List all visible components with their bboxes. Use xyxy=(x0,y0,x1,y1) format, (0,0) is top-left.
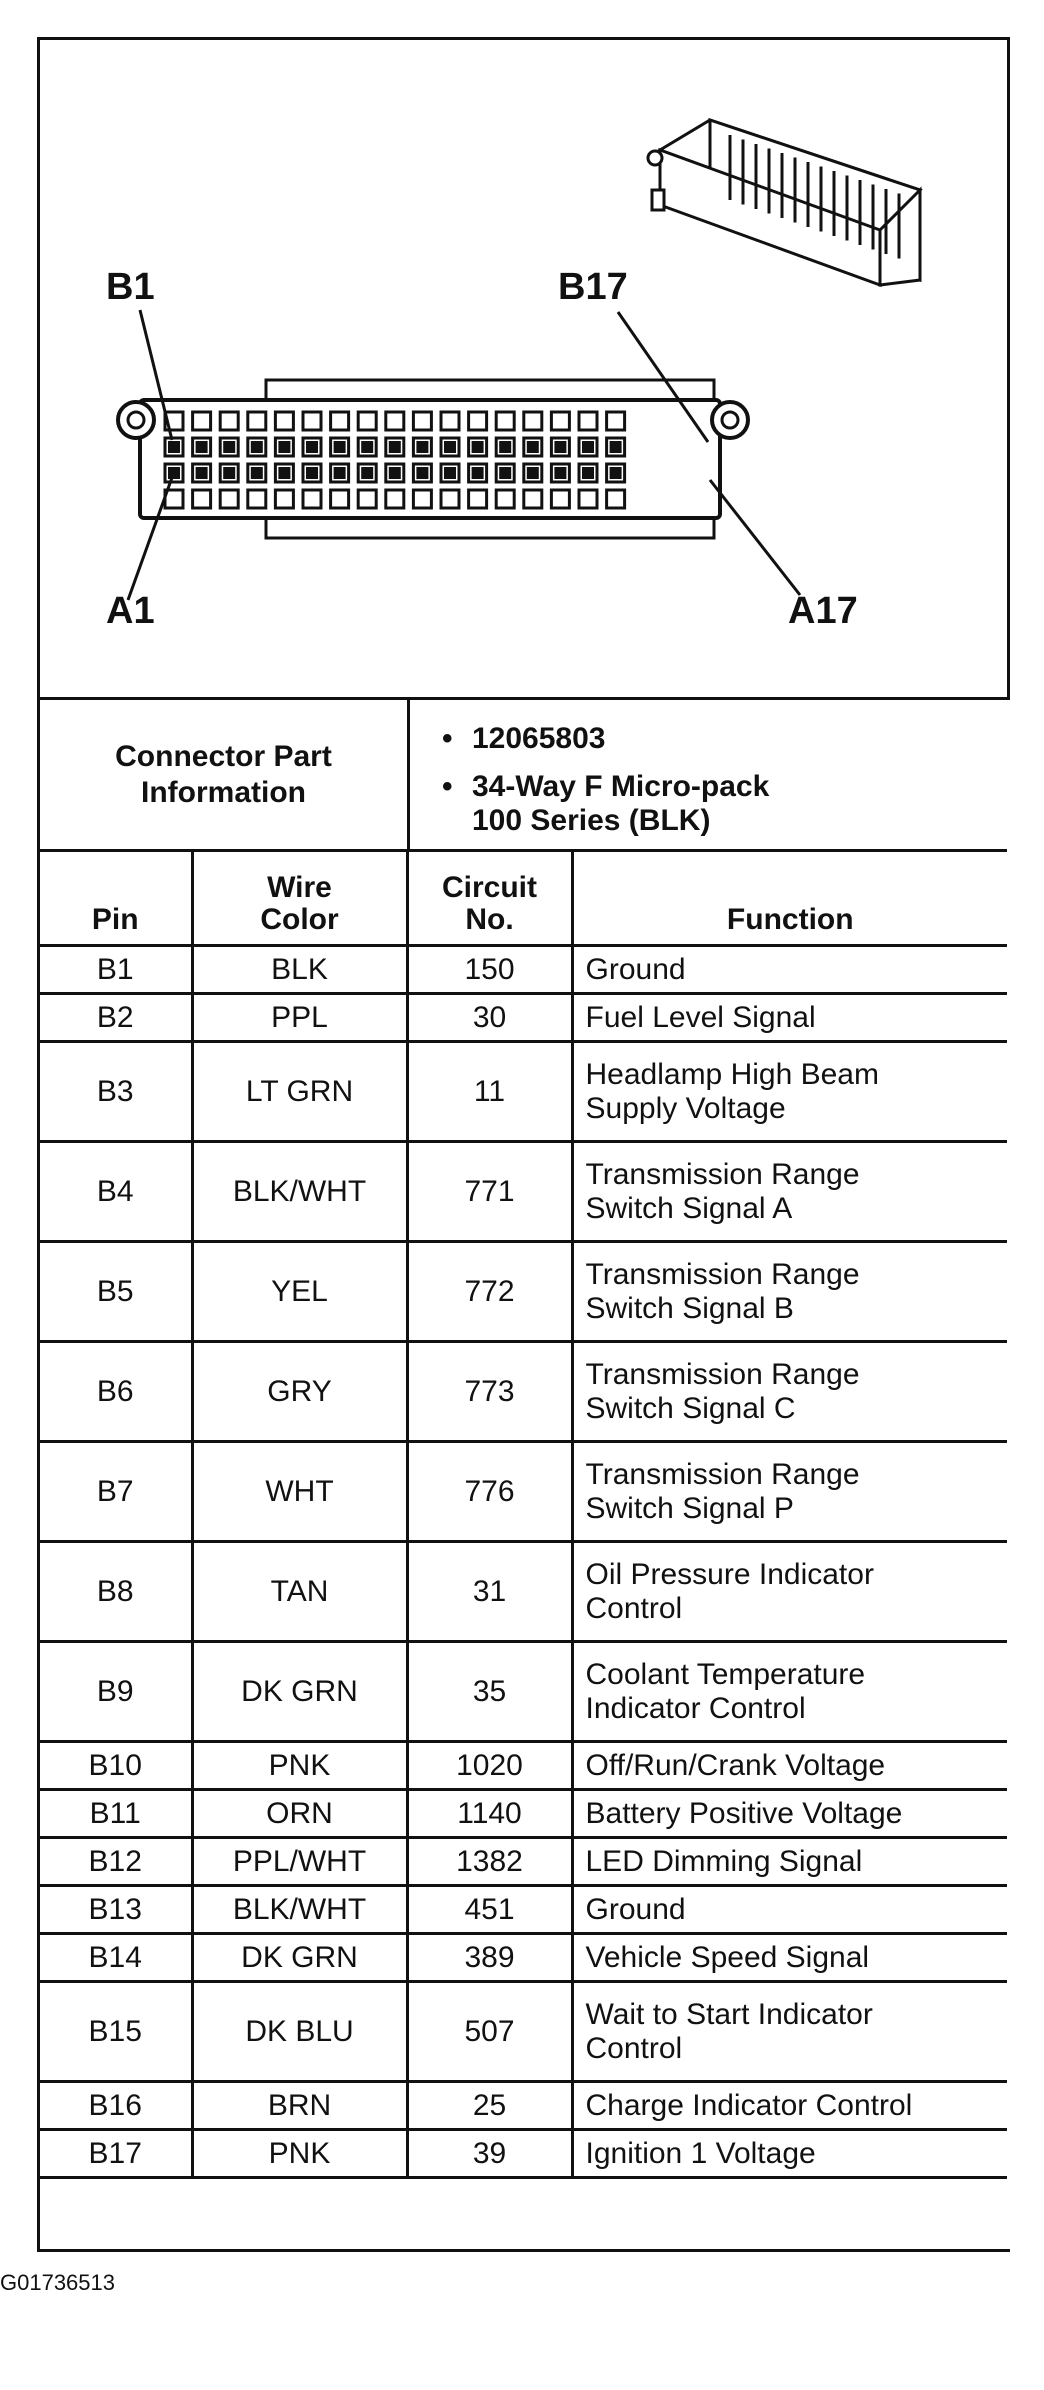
pin-cavity-a-fill xyxy=(389,467,401,479)
pin-cavity-bottom-tab xyxy=(275,490,293,508)
pin-cavity-a-fill xyxy=(416,467,428,479)
pin-cavity-b-fill xyxy=(306,441,318,453)
pin-label-a17: A17 xyxy=(788,590,858,632)
cell-circuit-no: 39 xyxy=(407,2130,572,2178)
pin-cavity-bottom-tab xyxy=(496,490,514,508)
pin-cavity-a-fill xyxy=(223,467,235,479)
pin-cavity-bottom-tab xyxy=(579,490,597,508)
header-function: Function xyxy=(572,851,1007,946)
pin-label-b17: B17 xyxy=(558,266,628,308)
cell-circuit-no: 1020 xyxy=(407,1742,572,1790)
pin-cavity-a-fill xyxy=(554,467,566,479)
table-row xyxy=(40,1342,1007,1442)
pin-cavity-a-fill xyxy=(527,467,539,479)
cell-pin: B3 xyxy=(40,1042,192,1142)
cell-wire-color: TAN xyxy=(192,1542,407,1642)
pin-cavity-top-tab xyxy=(358,412,376,430)
table-row xyxy=(40,2082,1007,2130)
cell-pin: B15 xyxy=(40,1982,192,2082)
table-row xyxy=(40,1982,1007,2082)
pin-cavity-a-fill xyxy=(334,467,346,479)
pin-cavity-b-fill xyxy=(582,441,594,453)
cell-function: Ground xyxy=(572,946,1007,994)
table-row xyxy=(40,1142,1007,1242)
cell-function: Charge Indicator Control xyxy=(572,2082,1007,2130)
cell-circuit-no: 776 xyxy=(407,1442,572,1542)
pin-cavity-b-fill xyxy=(527,441,539,453)
cell-function: Vehicle Speed Signal xyxy=(572,1934,1007,1982)
pin-cavity-bottom-tab xyxy=(193,490,211,508)
table-row xyxy=(40,946,1007,994)
cell-wire-color: PNK xyxy=(192,1742,407,1790)
cell-pin: B14 xyxy=(40,1934,192,1982)
cell-wire-color: YEL xyxy=(192,1242,407,1342)
cell-function: Oil Pressure Indicator Control xyxy=(572,1542,1007,1642)
pin-cavity-a-fill xyxy=(306,467,318,479)
connector-info-label-cell xyxy=(40,700,410,849)
cell-pin: B17 xyxy=(40,2130,192,2178)
cell-pin: B9 xyxy=(40,1642,192,1742)
pin-cavity-a-fill xyxy=(610,467,622,479)
cell-pin: B13 xyxy=(40,1886,192,1934)
cell-wire-color: PPL/WHT xyxy=(192,1838,407,1886)
pin-cavity-top-tab xyxy=(248,412,266,430)
connector-perspective-icon xyxy=(648,120,920,285)
table-row xyxy=(40,1542,1007,1642)
connector-info-values: • 12065803 • 34-Way F Micro-pack 100 Series (BLK) xyxy=(442,722,770,837)
mount-hole-right-icon xyxy=(722,412,738,428)
cell-function: Wait to Start Indicator Control xyxy=(572,1982,1007,2082)
pin-cavity-top-tab xyxy=(275,412,293,430)
header-circuit-no: Circuit No. xyxy=(407,851,572,946)
pin-cavity-b-fill xyxy=(196,441,208,453)
cell-pin: B6 xyxy=(40,1342,192,1442)
pin-cavity-b-fill xyxy=(278,441,290,453)
pin-cavity-b-fill xyxy=(168,441,180,453)
cell-wire-color: ORN xyxy=(192,1790,407,1838)
pin-cavity-top-tab xyxy=(579,412,597,430)
cell-wire-color: BLK xyxy=(192,946,407,994)
pin-cavity-b-fill xyxy=(251,441,263,453)
cell-wire-color: BLK/WHT xyxy=(192,1886,407,1934)
pin-cavity-a-fill xyxy=(582,467,594,479)
pin-cavity-top-tab xyxy=(303,412,321,430)
cell-circuit-no: 11 xyxy=(407,1042,572,1142)
cell-wire-color: BRN xyxy=(192,2082,407,2130)
pin-cavity-b-fill xyxy=(472,441,484,453)
pin-cavity-bottom-tab xyxy=(358,490,376,508)
pin-cavity-b-fill xyxy=(610,441,622,453)
cell-circuit-no: 773 xyxy=(407,1342,572,1442)
pin-cavity-b-fill xyxy=(361,441,373,453)
cell-function: Fuel Level Signal xyxy=(572,994,1007,1042)
pin-cavity-top-tab xyxy=(386,412,404,430)
cell-circuit-no: 30 xyxy=(407,994,572,1042)
cell-circuit-no: 1140 xyxy=(407,1790,572,1838)
cell-wire-color: DK BLU xyxy=(192,1982,407,2082)
cell-wire-color: BLK/WHT xyxy=(192,1142,407,1242)
cell-circuit-no: 150 xyxy=(407,946,572,994)
cell-function: Off/Run/Crank Voltage xyxy=(572,1742,1007,1790)
pin-cavity-top-tab xyxy=(607,412,625,430)
cell-function: Transmission Range Switch Signal A xyxy=(572,1142,1007,1242)
cell-function: Coolant Temperature Indicator Control xyxy=(572,1642,1007,1742)
cell-function: Ground xyxy=(572,1886,1007,1934)
cell-pin: B12 xyxy=(40,1838,192,1886)
header-wire-color: Wire Color xyxy=(192,851,407,946)
table-row xyxy=(40,1886,1007,1934)
cell-wire-color: PPL xyxy=(192,994,407,1042)
connector-part-information xyxy=(40,697,1010,849)
table-row xyxy=(40,1790,1007,1838)
cell-pin: B16 xyxy=(40,2082,192,2130)
cell-pin: B5 xyxy=(40,1242,192,1342)
cell-function: Transmission Range Switch Signal C xyxy=(572,1342,1007,1442)
pin-cavity-top-tab xyxy=(331,412,349,430)
cell-circuit-no: 31 xyxy=(407,1542,572,1642)
pin-cavity-bottom-tab xyxy=(386,490,404,508)
cell-circuit-no: 451 xyxy=(407,1886,572,1934)
cell-pin: B8 xyxy=(40,1542,192,1642)
cell-wire-color: PNK xyxy=(192,2130,407,2178)
pin-label-a1: A1 xyxy=(106,590,155,632)
cell-pin: B11 xyxy=(40,1790,192,1838)
pin-cavity-bottom-tab xyxy=(413,490,431,508)
pin-cavity-b-fill xyxy=(223,441,235,453)
connector-sheet xyxy=(37,37,1010,2252)
cell-function: Ignition 1 Voltage xyxy=(572,2130,1007,2178)
pin-table xyxy=(40,849,1007,2179)
pin-cavity-a-fill xyxy=(472,467,484,479)
pin-table-body xyxy=(40,946,1007,2178)
pin-cavity-a-fill xyxy=(499,467,511,479)
pin-cavity-a-fill xyxy=(251,467,263,479)
pin-cavity-top-tab xyxy=(524,412,542,430)
bullet-icon: • xyxy=(442,770,453,803)
pin-cavity-bottom-tab xyxy=(441,490,459,508)
cell-wire-color: GRY xyxy=(192,1342,407,1442)
pin-cavity-top-tab xyxy=(220,412,238,430)
pin-cavity-b-fill xyxy=(334,441,346,453)
cell-wire-color: DK GRN xyxy=(192,1642,407,1742)
cell-function: LED Dimming Signal xyxy=(572,1838,1007,1886)
pin-cavity-bottom-tab xyxy=(607,490,625,508)
mount-hole-left-icon xyxy=(128,412,144,428)
pin-cavity-b-fill xyxy=(416,441,428,453)
connector-info-label: Connector Part Information xyxy=(115,739,332,809)
pin-cavity-b-fill xyxy=(554,441,566,453)
table-row xyxy=(40,1742,1007,1790)
cell-wire-color: WHT xyxy=(192,1442,407,1542)
pin-cavity-b-fill xyxy=(499,441,511,453)
cell-pin: B10 xyxy=(40,1742,192,1790)
cell-wire-color: LT GRN xyxy=(192,1042,407,1142)
cell-circuit-no: 772 xyxy=(407,1242,572,1342)
pin-cavity-top-tab xyxy=(441,412,459,430)
cell-function: Headlamp High Beam Supply Voltage xyxy=(572,1042,1007,1142)
table-row xyxy=(40,1042,1007,1142)
pin-cavity-top-tab xyxy=(496,412,514,430)
pin-cavity-bottom-tab xyxy=(524,490,542,508)
figure-id-caption: G01736513 xyxy=(0,2270,115,2295)
cell-circuit-no: 1382 xyxy=(407,1838,572,1886)
pin-cavity-top-tab xyxy=(193,412,211,430)
connector-drawing xyxy=(40,40,1007,695)
table-row xyxy=(40,1838,1007,1886)
pin-cavity-b-fill xyxy=(444,441,456,453)
table-row xyxy=(40,2130,1007,2178)
table-header-row xyxy=(40,851,1007,946)
pin-cavity-a-fill xyxy=(444,467,456,479)
pin-cavity-top-tab xyxy=(469,412,487,430)
pin-label-b1: B1 xyxy=(106,266,155,308)
cell-function: Transmission Range Switch Signal B xyxy=(572,1242,1007,1342)
cell-circuit-no: 389 xyxy=(407,1934,572,1982)
table-row xyxy=(40,1934,1007,1982)
cell-pin: B7 xyxy=(40,1442,192,1542)
cell-wire-color: DK GRN xyxy=(192,1934,407,1982)
cell-function: Transmission Range Switch Signal P xyxy=(572,1442,1007,1542)
cell-function: Battery Positive Voltage xyxy=(572,1790,1007,1838)
pin-cavity-bottom-tab xyxy=(248,490,266,508)
cell-circuit-no: 35 xyxy=(407,1642,572,1742)
pin-cavity-b-fill xyxy=(389,441,401,453)
pin-cavity-bottom-tab xyxy=(303,490,321,508)
leader-line-a17 xyxy=(710,480,800,595)
pin-cavity-bottom-tab xyxy=(469,490,487,508)
table-row xyxy=(40,1442,1007,1542)
pin-cavity-bottom-tab xyxy=(220,490,238,508)
table-row xyxy=(40,1642,1007,1742)
cell-circuit-no: 507 xyxy=(407,1982,572,2082)
pin-cavity-bottom-tab xyxy=(331,490,349,508)
cell-pin: B2 xyxy=(40,994,192,1042)
table-row xyxy=(40,1242,1007,1342)
pin-cavity-top-tab xyxy=(413,412,431,430)
pin-cavity-a-fill xyxy=(278,467,290,479)
header-pin: Pin xyxy=(40,851,192,946)
connector-diagram xyxy=(40,40,1007,695)
sheet-frame-right-edge xyxy=(1007,37,1010,697)
cell-pin: B4 xyxy=(40,1142,192,1242)
cell-circuit-no: 25 xyxy=(407,2082,572,2130)
bullet-icon: • xyxy=(442,722,453,755)
pin-cavity-top-tab xyxy=(551,412,569,430)
table-row xyxy=(40,994,1007,1042)
cell-pin: B1 xyxy=(40,946,192,994)
pin-cavity-a-fill xyxy=(361,467,373,479)
pin-cavity-a-fill xyxy=(196,467,208,479)
cell-circuit-no: 771 xyxy=(407,1142,572,1242)
pin-cavity-bottom-tab xyxy=(551,490,569,508)
